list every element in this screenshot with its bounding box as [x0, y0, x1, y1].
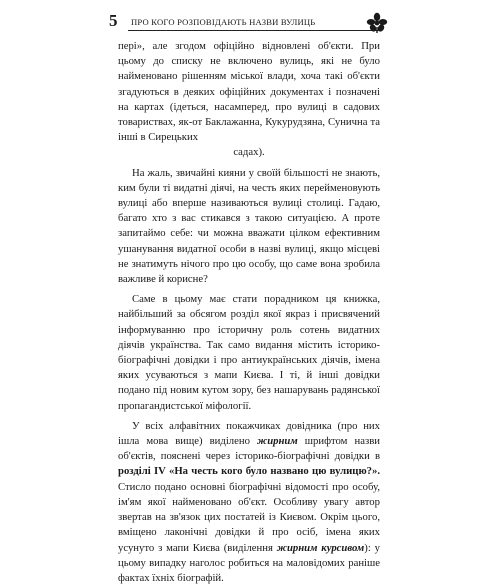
- paragraph-1-text: пері», але згодом офіційно відновлені об'єкти. При цьому до списку не включено вулиць, які не було найменовано рішенням міської влади, хоча такі об'єкти згадуються в деяких офіційних документах і позначені на картах (ідеться, насамперед, про вулиці в садових товариствах, як-от Баклажанна, Кукурудзяна, Сунична та інші в Сирецьких: [118, 40, 380, 144]
- running-header: [109, 11, 391, 32]
- paragraph-3: Саме в цьому має стати порадником ця книжка, найбільший за обсягом розділ якої якраз і присвячений інформуванню про історичну роль сотень видатних діячів українства. Так само видання містить історико-біографічні довідки і про антиукраїнських діячів, імена яких усуваються з мапи Києва. І ті, й інші довідки подано під новим кутом зору, без нашарувань радянської пропагандистської міфології.: [118, 293, 380, 412]
- running-title: ПРО КОГО РОЗПОВІДАЮТЬ НАЗВИ ВУЛИЦЬ: [131, 17, 316, 27]
- page-number: 5: [109, 11, 118, 30]
- paragraph-4-text-2: шрифтом назви об'єктів, пояснені через історико-біографічні довідки в: [118, 435, 380, 463]
- body-text: [118, 39, 380, 586]
- header-rule: [128, 30, 379, 31]
- paragraph-4-text-4: ): у цьому випадку наголос робиться на маловідомих раніше фактах їхніх біографій.: [118, 541, 381, 584]
- paragraph-4: [118, 419, 380, 586]
- paragraph-4-bold-1: розділі IV «На честь кого було названо цю вулицю?».: [118, 465, 380, 478]
- paragraph-1-last-line: садах).: [233, 146, 265, 159]
- fleuron-icon: [366, 12, 388, 39]
- paragraph-4-bold-italic-1: жирним: [257, 435, 298, 448]
- paragraph-1: [118, 39, 380, 161]
- paragraph-4-bold-italic-2: жирним курсивом: [276, 541, 365, 554]
- paragraph-4-text-3: Стисло подано основні біографічні відомості про особу, ім'ям якої найменовано об'єкт. Особливу увагу автор звертав на зв'язок цих постатей із Києвом. Окрім цього, вміщено лаконічні довідки й про осіб, імена яких усунуто з мапи Києва (виділення: [118, 480, 380, 554]
- paragraph-2: На жаль, звичайні кияни у своїй більшості не знають, ким були ті видатні діячі, на честь яких перейменовують вулиці або вперше називаються вулиці столиці. Гадаю, багато хто з вас стикався з такою ситуацією. А проте запитаймо себе: чи можна вважати цілком ефективним ушанування видатної особи в назві вулиці, якщо місцеві не знатимуть нічого про цю особу, що саме вона зробила важливе й корисне?: [118, 166, 380, 286]
- paragraph-4-text-1: У всіх алфавітних покажчиках довідника (про них ішла мова вище) виділено: [118, 419, 380, 448]
